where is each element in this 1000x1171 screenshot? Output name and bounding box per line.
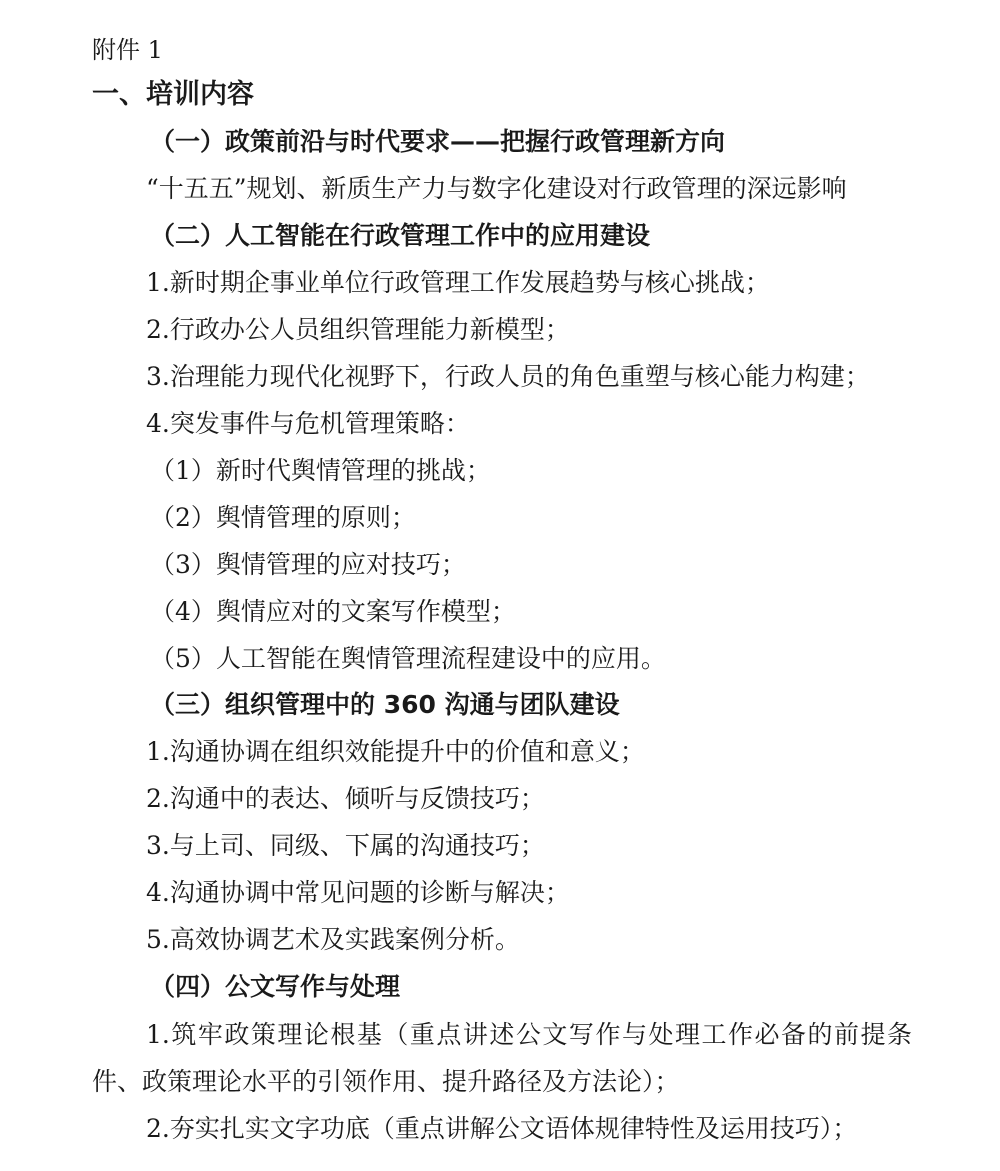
attachment-label: 附件 1 — [92, 36, 163, 64]
list-item: 2.沟通中的表达、倾听与反馈技巧； — [146, 784, 545, 813]
section-2-title: （二）人工智能在行政管理工作中的应用建设 — [150, 221, 651, 250]
sub-list-item: （3）舆情管理的应对技巧； — [150, 550, 466, 579]
list-item: 1.新时期企事业单位行政管理工作发展趋势与核心挑战； — [146, 268, 770, 297]
sub-list-item: （5）人工智能在舆情管理流程建设中的应用。 — [150, 644, 666, 673]
paragraph-line: 件、政策理论水平的引领作用、提升路径及方法论）； — [92, 1067, 680, 1096]
sub-list-item: （4）舆情应对的文案写作模型； — [150, 597, 516, 626]
sub-list-item: （1）新时代舆情管理的挑战； — [150, 456, 491, 485]
section-1-title: （一）政策前沿与时代要求——把握行政管理新方向 — [150, 127, 726, 156]
list-item: 5.高效协调艺术及实践案例分析。 — [146, 925, 520, 954]
list-item: 3.与上司、同级、下属的沟通技巧； — [146, 831, 545, 860]
list-item: 2.夯实扎实文字功底（重点讲解公文语体规律特性及运用技巧）； — [146, 1114, 858, 1143]
list-item: 4.突发事件与危机管理策略： — [146, 409, 470, 438]
section-4-title: （四）公文写作与处理 — [150, 972, 401, 1001]
section-3-title: （三）组织管理中的 360 沟通与团队建设 — [150, 690, 620, 719]
list-item: 3.治理能力现代化视野下，行政人员的角色重塑与核心能力构建； — [146, 362, 870, 391]
list-item: 4.沟通协调中常见问题的诊断与解决； — [146, 878, 570, 907]
section-1-body: “十五五”规划、新质生产力与数字化建设对行政管理的深远影响 — [146, 174, 847, 203]
main-heading: 一、培训内容 — [92, 79, 254, 110]
list-item: 1.沟通协调在组织效能提升中的价值和意义； — [146, 737, 645, 766]
list-item: 2.行政办公人员组织管理能力新模型； — [146, 315, 570, 344]
paragraph-line: 1.筑牢政策理论根基（重点讲述公文写作与处理工作必备的前提条 — [146, 1020, 912, 1049]
sub-list-item: （2）舆情管理的原则； — [150, 503, 416, 532]
